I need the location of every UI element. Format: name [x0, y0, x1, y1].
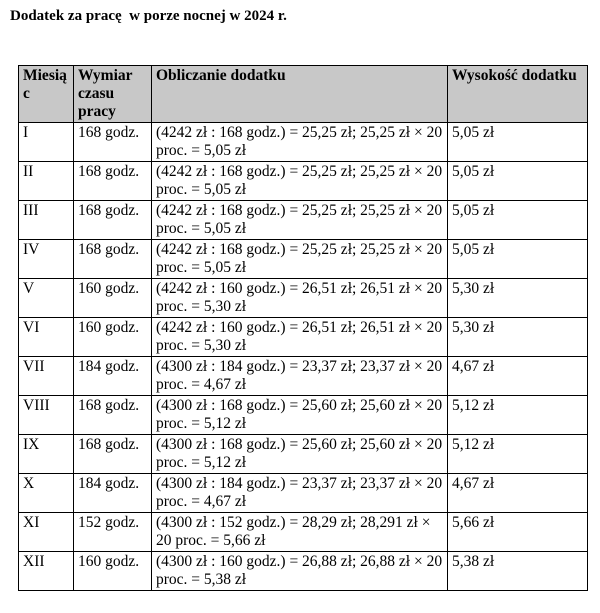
cell-hours: 168 godz. [74, 162, 152, 201]
cell-amount: 5,38 zł [448, 552, 588, 591]
header-hours: Wymiar czasu pracy [74, 66, 152, 123]
cell-amount: 4,67 zł [448, 357, 588, 396]
cell-month: IV [19, 240, 74, 279]
cell-amount: 5,05 zł [448, 201, 588, 240]
table-row [19, 474, 588, 513]
table-row [19, 318, 588, 357]
header-calculation: Obliczanie dodatku [152, 66, 448, 123]
cell-month: XII [19, 552, 74, 591]
cell-month: IX [19, 435, 74, 474]
cell-calculation: (4300 zł : 168 godz.) = 25,60 zł; 25,60 zł × 20 proc. = 5,12 zł [152, 435, 448, 474]
cell-month: III [19, 201, 74, 240]
table-row [19, 357, 588, 396]
table-row [19, 240, 588, 279]
table-row [19, 162, 588, 201]
header-month: Miesiąc [19, 66, 74, 123]
cell-calculation: (4300 zł : 160 godz.) = 26,88 zł; 26,88 zł × 20 proc. = 5,38 zł [152, 552, 448, 591]
document-title: Dodatek za pracę w porze nocnej w 2024 r. [10, 8, 287, 24]
cell-amount: 4,67 zł [448, 474, 588, 513]
cell-amount: 5,66 zł [448, 513, 588, 552]
table-row [19, 396, 588, 435]
cell-month: XI [19, 513, 74, 552]
table-row [19, 435, 588, 474]
cell-calculation: (4300 zł : 152 godz.) = 28,29 zł; 28,291 zł × 20 proc. = 5,66 zł [152, 513, 448, 552]
cell-hours: 184 godz. [74, 357, 152, 396]
cell-calculation: (4242 zł : 168 godz.) = 25,25 zł; 25,25 zł × 20 proc. = 5,05 zł [152, 201, 448, 240]
cell-amount: 5,30 zł [448, 318, 588, 357]
cell-hours: 168 godz. [74, 396, 152, 435]
cell-hours: 168 godz. [74, 435, 152, 474]
night-allowance-table [18, 65, 588, 591]
table-row [19, 201, 588, 240]
cell-calculation: (4242 zł : 160 godz.) = 26,51 zł; 26,51 zł × 20 proc. = 5,30 zł [152, 318, 448, 357]
cell-hours: 160 godz. [74, 279, 152, 318]
cell-calculation: (4242 zł : 160 godz.) = 26,51 zł; 26,51 zł × 20 proc. = 5,30 zł [152, 279, 448, 318]
cell-amount: 5,05 zł [448, 162, 588, 201]
cell-hours: 168 godz. [74, 123, 152, 162]
cell-amount: 5,05 zł [448, 123, 588, 162]
cell-hours: 184 godz. [74, 474, 152, 513]
cell-calculation: (4300 zł : 184 godz.) = 23,37 zł; 23,37 zł × 20 proc. = 4,67 zł [152, 357, 448, 396]
cell-month: X [19, 474, 74, 513]
cell-calculation: (4242 zł : 168 godz.) = 25,25 zł; 25,25 zł × 20 proc. = 5,05 zł [152, 123, 448, 162]
table-row [19, 552, 588, 591]
table-body [19, 123, 588, 591]
cell-hours: 168 godz. [74, 201, 152, 240]
cell-calculation: (4300 zł : 168 godz.) = 25,60 zł; 25,60 zł × 20 proc. = 5,12 zł [152, 396, 448, 435]
cell-hours: 160 godz. [74, 552, 152, 591]
cell-amount: 5,30 zł [448, 279, 588, 318]
cell-calculation: (4300 zł : 184 godz.) = 23,37 zł; 23,37 zł × 20 proc. = 4,67 zł [152, 474, 448, 513]
cell-hours: 160 godz. [74, 318, 152, 357]
cell-month: VIII [19, 396, 74, 435]
cell-month: II [19, 162, 74, 201]
cell-month: VI [19, 318, 74, 357]
table-row [19, 279, 588, 318]
cell-amount: 5,12 zł [448, 396, 588, 435]
header-amount: Wysokość dodatku [448, 66, 588, 123]
table-header-row [19, 66, 588, 123]
cell-hours: 168 godz. [74, 240, 152, 279]
cell-hours: 152 godz. [74, 513, 152, 552]
cell-amount: 5,12 zł [448, 435, 588, 474]
cell-calculation: (4242 zł : 168 godz.) = 25,25 zł; 25,25 zł × 20 proc. = 5,05 zł [152, 162, 448, 201]
cell-month: VII [19, 357, 74, 396]
cell-amount: 5,05 zł [448, 240, 588, 279]
table-row [19, 123, 588, 162]
cell-month: I [19, 123, 74, 162]
table-row [19, 513, 588, 552]
cell-month: V [19, 279, 74, 318]
cell-calculation: (4242 zł : 168 godz.) = 25,25 zł; 25,25 zł × 20 proc. = 5,05 zł [152, 240, 448, 279]
